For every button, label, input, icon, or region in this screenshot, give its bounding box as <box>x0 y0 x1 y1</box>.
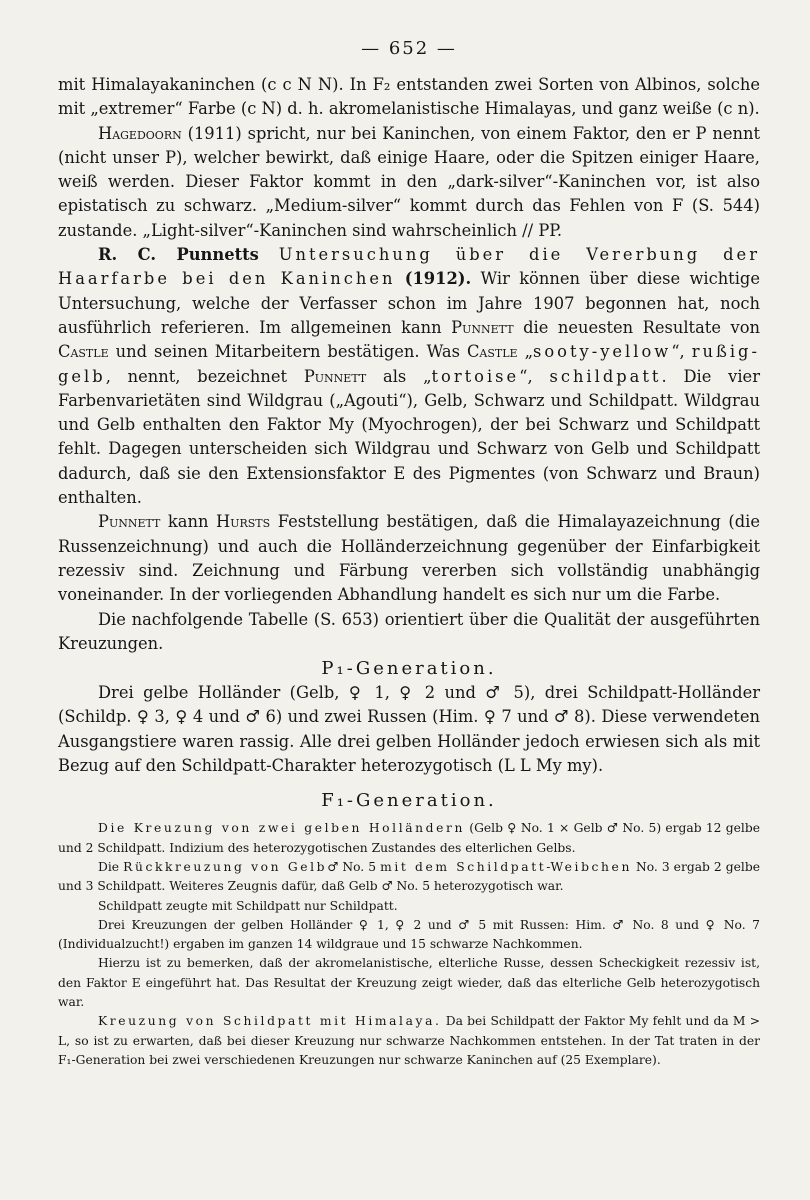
term-schildpatt: schildpatt <box>549 366 662 386</box>
paragraph-hagedoorn-text: (1911) spricht, nur bei Kaninchen, von einem Faktor, den er P nennt (nicht unser P), welcher bewirkt, daß einige Haare, oder die Spitzen einiger Haare, weiß werden. Dieser Faktor kommt in den „dark-silver“-Kaninchen vor, ist also epistatisch zu schwarz. „Medium-silver“ kommt durch das Fehlen von F (S. 544) zustande. „Light-silver“-Kaninchen sind wahrscheinlich // PP. <box>58 123 760 240</box>
paragraph-himalaya-cross <box>58 1012 760 1070</box>
work-title: Untersuchung über die Vererbung der Haarfarbe bei den Kaninchen <box>58 245 760 289</box>
text-run: die neuesten Resultate von <box>513 317 760 337</box>
spaced-term: mit dem Schildpatt <box>380 859 547 874</box>
spaced-term: Weibchen <box>550 859 632 874</box>
text-run: (Gelb ♀ No. 1 × Gelb ♂ No. 5) ergab 12 gelbe und 2 Schildpatt. Indizium des heterozygotischen Zustandes des elterlichen Gelbs. <box>58 821 760 855</box>
spaced-term: Kreuzung von Schildpatt mit Himalaya. <box>98 1014 442 1029</box>
f1-details <box>58 819 760 1070</box>
text-run: . Die vier Farbenvarietäten sind Wildgrau („Agouti“), Gelb, Schwarz und Schildpatt. Wildgrau und Gelb enthalten den Faktor My (Myochrogen), der bei Schwarz und Schildpatt fehlt. Dagegen unterscheiden sich Wildgrau und Schwarz von Gelb und Schildpatt dadurch, daß sie den Extensionsfaktor E des Pigmentes (von Schwarz und Braun) enthalten. <box>58 366 760 508</box>
paragraph-russian-crosses: Drei Kreuzungen der gelben Holländer ♀ 1, ♀ 2 und ♂ 5 mit Russen: Him. ♂ No. 8 und ♀ No. 7 (Individualzucht!) ergaben im ganzen 14 wildgraue und 15 schwarze Nachkommen. <box>58 917 760 952</box>
paragraph-table-ref: Die nachfolgende Tabelle (S. 653) orientiert über die Qualität der ausgeführten Kreuzungen. <box>58 609 760 653</box>
text-run: , nennt, bezeichnet <box>105 366 304 386</box>
text-run: als „ <box>366 366 432 386</box>
author-hagedoorn: Hagedoorn <box>98 123 182 143</box>
paragraph-cross-yellow <box>58 819 760 858</box>
name-hursts: Hursts <box>216 512 271 532</box>
heading-p1-generation: P₁-Generation. <box>321 658 497 680</box>
paragraph-remark: Hierzu ist zu bemerken, daß der akromelanistische, elterliche Russe, dessen Scheckigkeit rezessiv ist, den Faktor E eingeführt hat. Das Resultat der Kreuzung zeigt wieder, daß das elterliche Gelb heterozygotisch war. <box>58 956 760 1009</box>
page-number: — 652 — <box>361 38 457 59</box>
paragraph-hurst <box>58 510 760 607</box>
text-run: und seinen Mitarbeitern bestätigen. Was <box>108 342 467 362</box>
name-punnett: Punnett <box>451 317 514 337</box>
paragraph-albinos: mit Himalayakaninchen (c c N N). In F₂ entstanden zwei Sorten von Albinos, solche mit „extremer“ Farbe (c N) d. h. akromelanistische Himalayas, und ganz weiße (c n). <box>58 75 760 119</box>
paragraph-backcross <box>58 858 760 897</box>
author-punnett: R. C. Punnetts <box>98 245 259 265</box>
paragraph-p1-generation: Drei gelbe Holländer (Gelb, ♀ 1, ♀ 2 und ♂ 5), drei Schildpatt-Holländer (Schildp. ♀ 3, ♀ 4 und ♂ 6) und zwei Russen (Him. ♀ 7 und ♂ 8). Diese verwendeten Ausgangstiere waren rassig. Alle drei gelben Holländer jedoch erwiesen sich als mit Bezug auf den Schildpatt-Charakter heterozygotisch (L L My my). <box>58 683 760 776</box>
text-run: “, <box>671 342 692 362</box>
text-run: “, <box>519 366 550 386</box>
main-text <box>58 73 760 811</box>
term-sooty-yellow: sooty-yellow <box>533 342 672 362</box>
paragraph-schildpatt-only: Schildpatt zeugte mit Schildpatt nur Schildpatt. <box>98 898 398 913</box>
text-run: „ <box>517 342 533 362</box>
name-castle: Castle <box>58 342 109 362</box>
paragraph-hagedoorn <box>58 122 760 243</box>
term-russig-gelb: rußig-gelb <box>58 342 760 386</box>
name-punnett: Punnett <box>98 512 161 532</box>
heading-f1-generation: F₁-Generation. <box>321 790 497 812</box>
term-tortoise: tortoise <box>431 366 520 386</box>
name-punnett: Punnett <box>303 366 367 386</box>
spaced-term: Rückkreuzung von Gelb <box>123 859 328 874</box>
work-year: (1912). <box>404 269 472 289</box>
text-run: ♂ No. 5 <box>327 859 381 874</box>
paragraph-punnett <box>58 243 760 510</box>
text-run: - <box>546 859 551 874</box>
spaced-term: Die Kreuzung von zwei gelben Holländern <box>98 821 466 836</box>
text-run: Wir können über diese wichtige Untersuchung, welche der Verfasser schon im Jahre 1907 begonnen hat, noch ausführlich referieren. Im allgemeinen kann <box>58 269 760 337</box>
text-run: kann <box>160 512 217 532</box>
name-castle: Castle <box>466 342 518 362</box>
text-run: Die <box>98 859 124 874</box>
text-run: Feststellung bestätigen, daß die Himalayazeichnung (die Russenzeichnung) und auch die Holländerzeichnung gegenüber der Einfarbigkeit rezessiv sind. Zeichnung und Färbung vererben sich vollständig unabhängig voneinander. In der vorliegenden Abhandlung handelt es sich nur um die Farbe. <box>58 512 760 605</box>
text-run: Da bei Schildpatt der Faktor My fehlt und da M > L, so ist zu erwarten, daß bei dieser Kreuzung nur schwarze Nachkommen entstehen. In der Tat traten in der F₁-Generation bei zwei verschiedenen Kreuzungen nur schwarze Kaninchen auf (25 Exemplare). <box>58 1014 760 1067</box>
text-run: No. 3 ergab 2 gelbe und 3 Schildpatt. Weiteres Zeugnis dafür, daß Gelb ♂ No. 5 heterozygotisch war. <box>58 859 760 894</box>
